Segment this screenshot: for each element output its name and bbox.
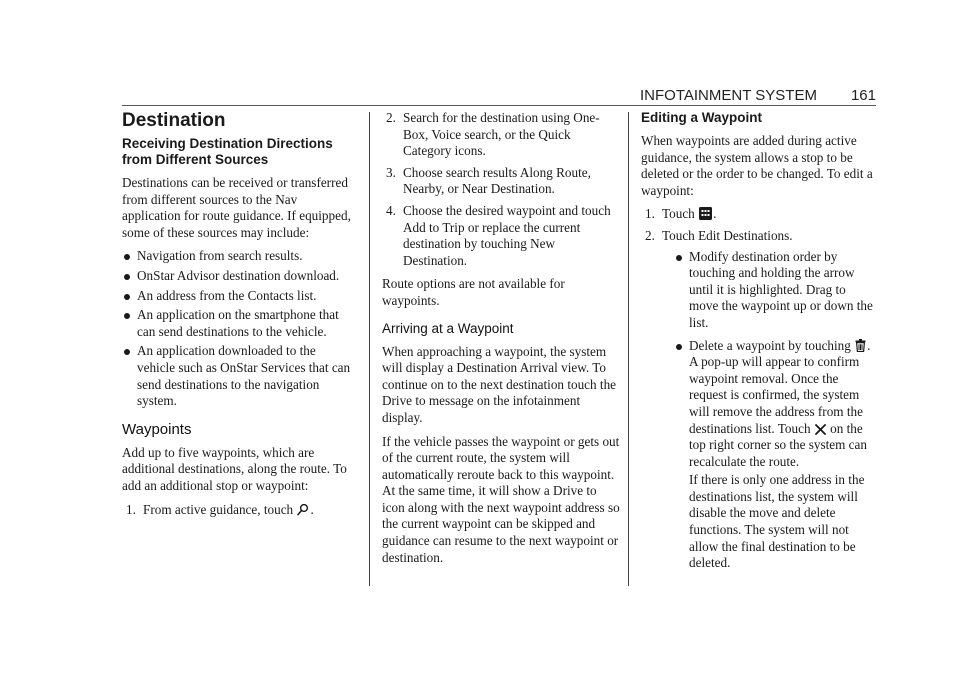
step-item	[645, 228, 877, 572]
step-number: 2.	[386, 110, 396, 125]
column-3	[641, 110, 877, 579]
route-options-note: Route options are not available for waypoints.	[382, 276, 565, 308]
list-item: An application on the smartphone that can send destinations to the vehicle.	[122, 307, 357, 340]
step-number: 1.	[126, 501, 136, 517]
steps-list	[641, 206, 877, 571]
step-item	[386, 165, 620, 198]
step-item	[645, 206, 877, 223]
step-item	[126, 502, 357, 519]
running-header	[640, 84, 876, 106]
step-text: Choose search results Along Route, Nearby, or Near Destination.	[403, 164, 591, 197]
delete-text-end: on the top right corner so the system can recalculate the route.	[689, 420, 867, 469]
step-number: 1.	[645, 206, 655, 222]
page-title: Destination	[122, 110, 226, 131]
list-item: An address from the Contacts list.	[122, 288, 357, 305]
waypoints-heading: Waypoints	[122, 420, 192, 438]
delete-text-start: Delete a waypoint by touching	[689, 337, 851, 353]
step-item	[386, 203, 620, 269]
step-item	[386, 110, 620, 160]
close-icon	[815, 424, 826, 435]
list-item	[672, 338, 877, 572]
menu-icon	[699, 207, 712, 220]
waypoints-intro: Add up to five waypoints, which are additional destinations, along the route. To add an additional stop or waypoint:	[122, 444, 347, 493]
editing-heading: Editing a Waypoint	[641, 110, 762, 125]
step-text: Search for the destination using One-Box, Voice search, or the Quick Category icons.	[403, 110, 600, 159]
receiving-intro: Destinations can be received or transferred from different sources to the Nav application for route guidance. If equipped, some of these sources may include:	[122, 175, 351, 240]
page-number: 161	[850, 86, 876, 104]
editing-intro: When waypoints are added during active guidance, the system allows a stop to be deleted or the order to be changed. To edit a waypoint:	[641, 133, 873, 198]
column-divider	[628, 112, 629, 586]
list-item: An application downloaded to the vehicle such as OnStar Services that can send destinations to the navigation system.	[122, 343, 357, 409]
step-number: 4.	[386, 202, 396, 218]
step-end: .	[310, 501, 314, 517]
column-2	[382, 110, 620, 573]
arriving-heading: Arriving at a Waypoint	[382, 320, 514, 336]
list-item: OnStar Advisor destination download.	[122, 268, 357, 285]
steps-list	[122, 502, 357, 519]
steps-list	[382, 110, 620, 269]
step-end: .	[713, 206, 717, 222]
column-1	[122, 110, 357, 525]
trash-icon	[855, 339, 866, 352]
list-item: Modify destination order by touching and holding the arrow until it is highlighted. Drag to move the waypoint up or down the list.	[672, 249, 877, 332]
receiving-heading: Receiving Destination Directions from Different Sources	[122, 136, 333, 167]
step-text: Touch	[662, 206, 695, 222]
header-rule	[122, 105, 876, 106]
arriving-paragraph-1: When approaching a waypoint, the system will display a Destination Arrival view. To continue on to the next destination touch the Drive to message on the infotainment display.	[382, 343, 617, 425]
column-divider	[369, 112, 370, 586]
arriving-paragraph-2: If the vehicle passes the waypoint or gets out of the current route, the system will automatically reroute back to this waypoint. At the same time, it will show a Drive to icon along with the next waypoint address so the current waypoint can be skipped and guidance can resume to the next waypoint or destination.	[382, 433, 620, 565]
edit-options-list	[668, 249, 877, 572]
list-item: Navigation from search results.	[122, 248, 357, 265]
step-text: Choose the desired waypoint and touch Add to Trip or replace the current destination by touching New Destination.	[403, 202, 611, 268]
step-text: Touch Edit Destinations.	[662, 227, 793, 243]
search-icon	[297, 503, 309, 516]
delete-text-middle: . A pop-up will appear to confirm waypoint removal. Once the request is confirmed, the system will remove the address from the destinations list. Touch	[689, 337, 871, 436]
step-number: 3.	[386, 164, 396, 180]
sources-list	[122, 248, 357, 409]
step-text: From active guidance, touch	[143, 501, 294, 517]
section-title-header: INFOTAINMENT SYSTEM	[640, 86, 817, 104]
step-number: 2.	[645, 227, 655, 243]
single-address-note: If there is only one address in the destinations list, the system will disable the move and delete functions. The system will not allow the final destination to be deleted.	[689, 472, 865, 571]
